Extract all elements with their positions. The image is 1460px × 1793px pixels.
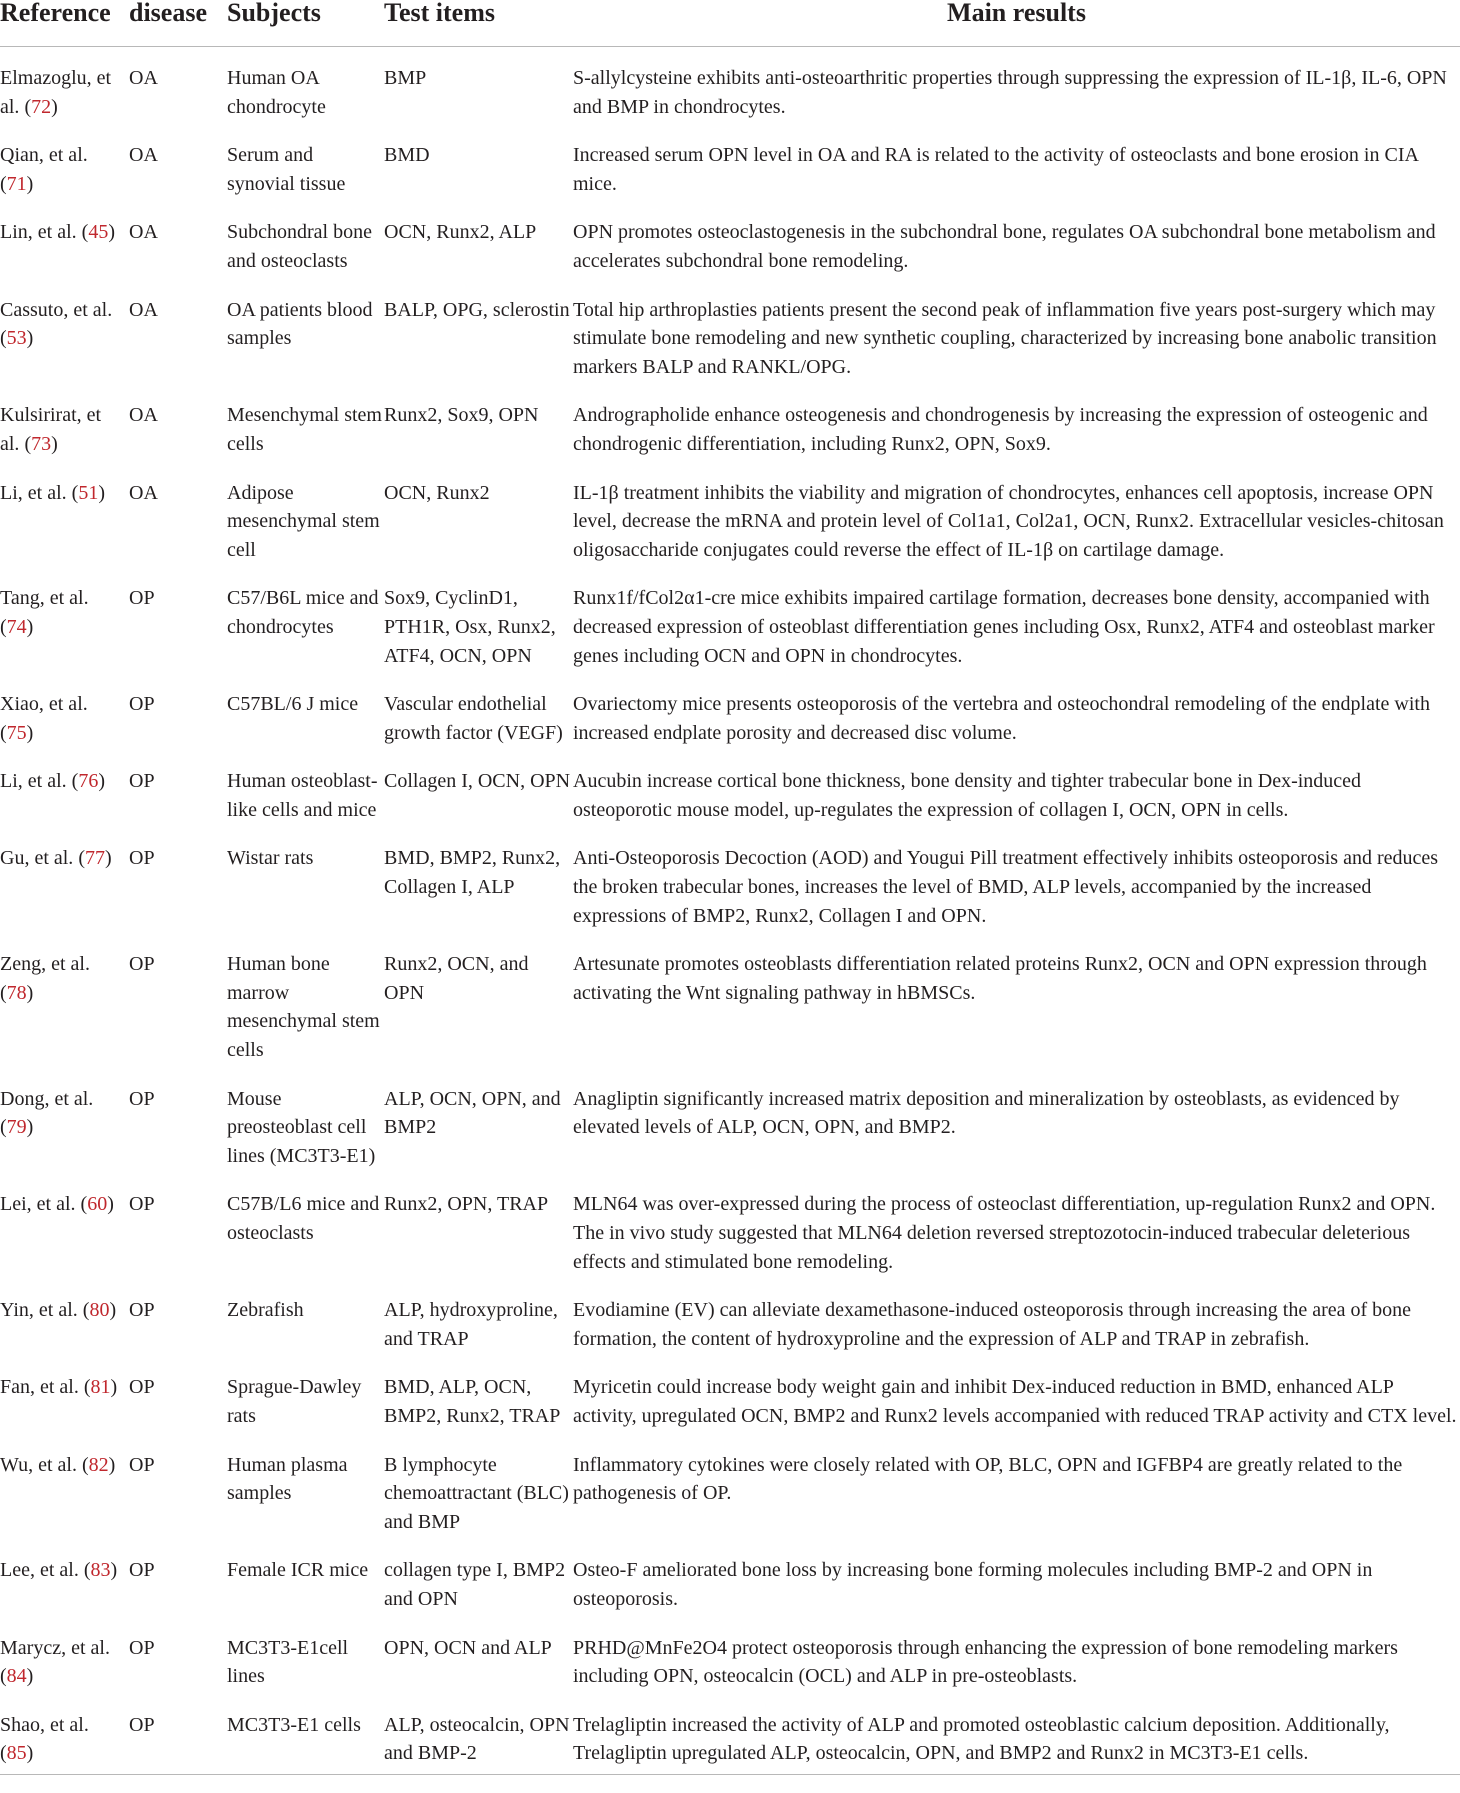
reference-paren-close: ) [26, 1665, 34, 1688]
reference-author: Lin, et al. [0, 221, 77, 244]
reference-paren-open: ( [77, 1299, 90, 1322]
main-results-cell: S-allylcysteine exhibits anti-osteoarthritic properties through suppressing the expression of IL-1β, IL-6, OPN and BMP in chondrocytes. [573, 67, 1447, 118]
table-header [0, 0, 1460, 47]
table-row [0, 567, 1460, 673]
reference-cell [0, 47, 129, 125]
test-items-cell: ALP, hydroxyproline, and TRAP [384, 1299, 558, 1350]
main-results-cell: Osteo-F ameliorated bone loss by increasing bone forming molecules including BMP-2 and OPN in osteoporosis. [573, 1559, 1373, 1610]
disease-cell: OP [129, 847, 155, 870]
test-items-cell: ALP, OCN, OPN, and BMP2 [384, 1087, 561, 1139]
table-row [0, 1434, 1460, 1540]
reference-cell [0, 462, 129, 568]
main-results-cell: Ovariectomy mice presents osteoporosis of the vertebra and osteochondral remodeling of the endplate with increased endplate porosity and decreased disc volume. [573, 693, 1430, 744]
reference-link[interactable]: 72 [31, 95, 52, 118]
reference-paren-close: ) [104, 847, 112, 870]
disease-cell: OA [129, 221, 158, 244]
table-row [0, 673, 1460, 750]
reference-cell [0, 124, 129, 201]
reference-link[interactable]: 82 [88, 1453, 109, 1476]
reference-cell [0, 827, 129, 933]
table-row [0, 201, 1460, 278]
reference-paren-close: ) [108, 221, 115, 244]
table-row [0, 124, 1460, 201]
subjects-cell: C57B/L6 mice and osteoclasts [227, 1193, 380, 1244]
table-row [0, 1173, 1460, 1279]
reference-cell [0, 1279, 129, 1356]
table-row [0, 47, 1460, 125]
table-row [0, 384, 1460, 461]
table-row [0, 1539, 1460, 1616]
table-row [0, 1617, 1460, 1694]
reference-author: Shao, et al. [0, 1713, 89, 1736]
subjects-cell: Mesenchymal stem cells [227, 404, 382, 455]
reference-author: Tang, et al. [0, 587, 89, 610]
reference-link[interactable]: 71 [6, 172, 27, 195]
disease-cell: OP [129, 1193, 155, 1216]
disease-cell: OP [129, 953, 155, 976]
reference-cell [0, 1539, 129, 1616]
reference-paren-open: ( [78, 1559, 91, 1582]
main-results-cell: Andrographolide enhance osteogenesis and chondrogenesis by increasing the expression of osteogenic and chondrogenic differentiation, including Runx2, OPN, Sox9. [573, 404, 1428, 455]
reference-paren-open: ( [73, 847, 85, 870]
subjects-cell: C57BL/6 J mice [227, 693, 359, 716]
reference-link[interactable]: 80 [89, 1299, 110, 1322]
disease-cell: OA [129, 67, 158, 89]
disease-cell: OP [129, 693, 155, 716]
test-items-cell: OCN, Runx2 [384, 481, 490, 504]
reference-author: Zeng, et al. [0, 953, 90, 976]
reference-cell [0, 567, 129, 673]
reference-cell [0, 673, 129, 750]
test-items-cell: Runx2, OCN, and OPN [384, 953, 529, 1004]
reference-link[interactable]: 83 [90, 1559, 111, 1582]
table-body [0, 47, 1460, 1775]
reference-cell [0, 1617, 129, 1694]
disease-cell: OA [129, 404, 158, 427]
reference-author: Kulsirirat, et al. [0, 404, 102, 455]
disease-cell: OA [129, 481, 158, 504]
table-row [0, 933, 1460, 1067]
reference-author: Qian, et al. [0, 144, 88, 167]
reference-paren-open: ( [78, 1376, 91, 1399]
reference-paren-close: ) [108, 1453, 116, 1476]
reference-author: Xiao, et al. [0, 693, 88, 716]
reference-cell [0, 750, 129, 827]
reference-paren-close: ) [107, 1193, 114, 1216]
table-row [0, 462, 1460, 568]
disease-cell: OP [129, 1636, 155, 1659]
reference-paren-close: ) [110, 1376, 118, 1399]
header-main-results: Main results [573, 0, 1460, 47]
main-results-cell: PRHD@MnFe2O4 protect osteoporosis through enhancing the expression of bone remodeling markers including OPN, osteocalcin (OCL) and ALP in pre-osteoblasts. [573, 1636, 1398, 1688]
main-results-cell: Evodiamine (EV) can alleviate dexamethasone-induced osteoporosis through increasing the area of bone formation, the content of hydroxyproline and the expression of ALP and TRAP in zebrafish. [573, 1299, 1412, 1350]
table-row [0, 1694, 1460, 1775]
main-results-cell: IL-1β treatment inhibits the viability and migration of chondrocytes, enhances cell apoptosis, increase OPN level, decrease the mRNA and protein level of Col1a1, Col2a1, OCN, Runx2. Extracellular vesicles-chitosan oligosaccharide conjugates could reverse the effect of IL-1β on cartilage damage. [573, 481, 1444, 561]
reference-link[interactable]: 78 [6, 981, 27, 1004]
subjects-cell: Wistar rats [227, 847, 314, 870]
disease-cell: OP [129, 587, 155, 610]
reference-cell [0, 201, 129, 278]
reference-link[interactable]: 84 [6, 1665, 27, 1688]
test-items-cell: OPN, OCN and ALP [384, 1636, 552, 1659]
subjects-cell: Zebrafish [227, 1299, 304, 1322]
reference-paren-close: ) [26, 1742, 34, 1765]
main-results-cell: Runx1f/fCol2α1-cre mice exhibits impaired cartilage formation, decreases bone density, accompanied with decreased expression of osteoblast differentiation genes including Osx, Runx2, ATF4 and osteoblast marker genes including OCN and OPN in chondrocytes. [573, 587, 1435, 667]
reference-author: Fan, et al. [0, 1376, 79, 1399]
header-subjects: Subjects [227, 0, 384, 47]
reference-author: Lei, et al. [0, 1193, 76, 1216]
test-items-cell: ALP, osteocalcin, OPN and BMP-2 [384, 1713, 570, 1765]
reference-paren-close: ) [26, 981, 34, 1004]
reference-cell [0, 1173, 129, 1279]
reference-cell [0, 1434, 129, 1540]
main-results-cell: Aucubin increase cortical bone thickness, bone density and tighter trabecular bone in Dex-induced osteoporotic mouse model, up-regulates the expression of collagen I, OCN, OPN in cells. [573, 770, 1362, 821]
table-row [0, 1068, 1460, 1174]
reference-paren-open: ( [0, 1665, 7, 1688]
reference-paren-open: ( [76, 1453, 89, 1476]
test-items-cell: Runx2, Sox9, OPN [384, 404, 539, 427]
reference-paren-close: ) [26, 1116, 34, 1139]
main-results-cell: Trelagliptin increased the activity of ALP and promoted osteoblastic calcium deposition. Additionally, Trelagliptin upregulated ALP, osteocalcin, OPN, and BMP2 and Runx2 in MC3T3-E1 cells. [573, 1713, 1390, 1765]
test-items-cell: BMD [384, 144, 430, 167]
test-items-cell: BMP [384, 67, 427, 89]
reference-link[interactable]: 45 [88, 221, 109, 244]
reference-author: Dong, et al. [0, 1087, 94, 1110]
header-test-items: Test items [384, 0, 573, 47]
header-reference: Reference [0, 0, 129, 47]
reference-author: Lee, et al. [0, 1559, 79, 1582]
reference-paren-close: ) [26, 721, 34, 744]
disease-cell: OP [129, 770, 155, 793]
subjects-cell: Human plasma samples [227, 1453, 348, 1505]
reference-paren-open: ( [0, 327, 7, 350]
reference-paren-close: ) [26, 172, 34, 195]
table-row [0, 279, 1460, 385]
test-items-cell: BALP, OPG, sclerostin [384, 298, 570, 321]
subjects-cell: MC3T3-E1cell lines [227, 1636, 349, 1688]
reference-cell [0, 1694, 129, 1775]
reference-author: Wu, et al. [0, 1453, 77, 1476]
reference-paren-open: ( [66, 770, 79, 793]
test-items-cell: OCN, Runx2, ALP [384, 221, 537, 244]
reference-paren-open: ( [0, 1116, 7, 1139]
subjects-cell: Human osteoblast-like cells and mice [227, 770, 378, 821]
reference-paren-open: ( [0, 172, 7, 195]
subjects-cell: Human OA chondrocyte [227, 67, 326, 118]
table-row [0, 750, 1460, 827]
disease-cell: OP [129, 1713, 155, 1736]
reference-paren-open: ( [0, 981, 7, 1004]
reference-paren-open: ( [75, 1193, 88, 1216]
test-items-cell: Sox9, CyclinD1, PTH1R, Osx, Runx2, ATF4, OCN, OPN [384, 587, 556, 667]
test-items-cell: Vascular endothelial growth factor (VEGF) [384, 693, 563, 744]
subjects-cell: Human bone marrow mesenchymal stem cells [227, 953, 380, 1062]
main-results-cell: Anti-Osteoporosis Decoction (AOD) and Yougui Pill treatment effectively inhibits osteoporosis and reduces the broken trabecular bones, increases the level of BMD, ALP levels, accompanied by the increased expressions of BMP2, Runx2, Collagen I and OPN. [573, 847, 1439, 927]
reference-link[interactable]: 51 [78, 481, 99, 504]
reference-link[interactable]: 81 [90, 1376, 111, 1399]
reference-cell [0, 1068, 129, 1174]
reference-paren-close: ) [51, 432, 58, 455]
reference-link[interactable]: 79 [6, 1116, 27, 1139]
reference-paren-open: ( [66, 481, 79, 504]
subjects-cell: Mouse preosteoblast cell lines (MC3T3-E1) [227, 1087, 376, 1167]
subjects-cell: Adipose mesenchymal stem cell [227, 481, 380, 561]
reference-paren-open: ( [0, 615, 7, 638]
reference-link[interactable]: 85 [6, 1742, 27, 1765]
disease-cell: OA [129, 144, 158, 167]
reference-link[interactable]: 75 [6, 721, 27, 744]
disease-cell: OP [129, 1299, 155, 1322]
subjects-cell: MC3T3-E1 cells [227, 1713, 361, 1736]
reference-paren-open: ( [19, 432, 32, 455]
main-results-cell: Increased serum OPN level in OA and RA is related to the activity of osteoclasts and bone erosion in CIA mice. [573, 144, 1418, 195]
main-results-cell: Inflammatory cytokines were closely related with OP, BLC, OPN and IGFBP4 are greatly related to the pathogenesis of OP. [573, 1453, 1403, 1505]
disease-cell: OA [129, 298, 158, 321]
reference-paren-open: ( [0, 1742, 7, 1765]
reference-link[interactable]: 53 [6, 327, 27, 350]
reference-cell [0, 933, 129, 1067]
main-results-cell: Total hip arthroplasties patients present the second peak of inflammation five years post-surgery which may stimulate bone remodeling and new synthetic coupling, characterized by increasing bone anabolic transition markers BALP and RANKL/OPG. [573, 298, 1437, 378]
disease-cell: OP [129, 1376, 155, 1399]
subjects-cell: Female ICR mice [227, 1559, 369, 1582]
subjects-cell: Serum and synovial tissue [227, 144, 346, 195]
header-disease: disease [129, 0, 227, 47]
main-results-cell: MLN64 was over-expressed during the process of osteoclast differentiation, up-regulation Runx2 and OPN. The in vivo study suggested that MLN64 deletion reversed streptozotocin-induced trabecular deleterious effects and stimulated bone remodeling. [573, 1193, 1436, 1273]
reference-link[interactable]: 77 [84, 847, 105, 870]
main-results-cell: Myricetin could increase body weight gain and inhibit Dex-induced reduction in BMD, enhanced ALP activity, upregulated OCN, BMP2 and Runx2 levels accompanied with reduced TRAP activity and CTX level. [573, 1376, 1457, 1427]
table-row [0, 827, 1460, 933]
subjects-cell: Subchondral bone and osteoclasts [227, 221, 372, 272]
reference-author: Marycz, et al. [0, 1636, 110, 1659]
subjects-cell: Sprague-Dawley rats [227, 1376, 362, 1427]
reference-author: Gu, et al. [0, 847, 74, 870]
subjects-cell: OA patients blood samples [227, 298, 373, 350]
table-row [0, 1279, 1460, 1356]
reference-author: Li, et al. [0, 770, 67, 793]
subjects-cell: C57/B6L mice and chondrocytes [227, 587, 379, 638]
reference-paren-open: ( [0, 721, 7, 744]
reference-paren-open: ( [19, 95, 32, 118]
disease-cell: OP [129, 1559, 155, 1582]
disease-cell: OP [129, 1087, 155, 1110]
reference-paren-close: ) [109, 1299, 117, 1322]
table-row [0, 1356, 1460, 1433]
reference-link[interactable]: 76 [78, 770, 99, 793]
test-items-cell: BMD, ALP, OCN, BMP2, Runx2, TRAP [384, 1376, 561, 1427]
test-items-cell: Runx2, OPN, TRAP [384, 1193, 549, 1216]
disease-cell: OP [129, 1453, 155, 1476]
reference-paren-close: ) [51, 95, 58, 118]
reference-paren-close: ) [98, 770, 105, 793]
reference-link[interactable]: 74 [6, 615, 27, 638]
test-items-cell: collagen type I, BMP2 and OPN [384, 1559, 566, 1610]
reference-author: Elmazoglu, et al. [0, 67, 112, 118]
reference-author: Li, et al. [0, 481, 67, 504]
reference-paren-close: ) [98, 481, 105, 504]
reference-author: Yin, et al. [0, 1299, 78, 1322]
reference-link[interactable]: 73 [31, 432, 52, 455]
header-row [0, 0, 1460, 47]
reference-cell [0, 384, 129, 461]
main-results-cell: Anagliptin significantly increased matrix deposition and mineralization by osteoblasts, as evidenced by elevated levels of ALP, OCN, OPN, and BMP2. [573, 1087, 1400, 1139]
reference-cell [0, 279, 129, 385]
reference-cell [0, 1356, 129, 1433]
main-results-cell: Artesunate promotes osteoblasts differentiation related proteins Runx2, OCN and OPN expression through activating the Wnt signaling pathway in hBMSCs. [573, 953, 1427, 1004]
reference-paren-close: ) [110, 1559, 118, 1582]
test-items-cell: BMD, BMP2, Runx2, Collagen I, ALP [384, 847, 561, 899]
reference-author: Cassuto, et al. [0, 298, 113, 321]
reference-paren-close: ) [26, 327, 34, 350]
reference-paren-close: ) [26, 615, 34, 638]
test-items-cell: Collagen I, OCN, OPN [384, 770, 571, 793]
reference-link[interactable]: 60 [87, 1193, 108, 1216]
reference-paren-open: ( [76, 221, 89, 244]
main-results-cell: OPN promotes osteoclastogenesis in the subchondral bone, regulates OA subchondral bone metabolism and accelerates subchondral bone remodeling. [573, 221, 1436, 272]
test-items-cell: B lymphocyte chemoattractant (BLC) and BMP [384, 1453, 569, 1533]
